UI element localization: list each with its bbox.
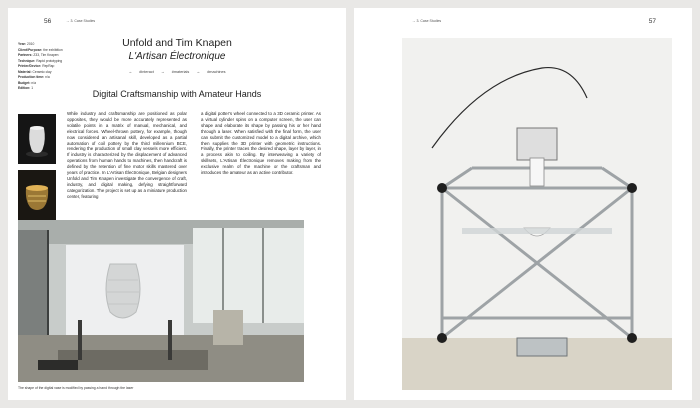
meta-row: Client/Purpose: the exhibition <box>18 47 63 52</box>
page-number: 56 <box>44 18 52 25</box>
printer-photo <box>402 38 672 390</box>
section-label: → 3. Case Studies <box>66 19 96 23</box>
project-title: Unfold and Tim Knapen <box>122 37 232 49</box>
article-heading: Digital Craftsmanship with Amateur Hands <box>92 89 262 99</box>
tag-list <box>8 70 346 74</box>
meta-row: Printer/Device: RepRap <box>18 64 55 68</box>
project-meta <box>18 42 128 92</box>
right-page <box>354 8 692 400</box>
meta-row: Partners: Z33, Tim Knapen <box>18 53 59 57</box>
tag-interact[interactable]: → #interact <box>128 70 154 74</box>
meta-row: Year: 2010 <box>18 42 35 46</box>
vase-thumbnail <box>18 114 56 164</box>
meta-row: Technique: Rapid prototyping <box>18 58 63 63</box>
section-label: → 3. Case Studies <box>412 19 442 23</box>
left-page <box>8 8 346 400</box>
vase-laser-thumbnail <box>18 170 56 220</box>
meta-row: Edition: 1 <box>18 86 34 90</box>
project-subtitle: L'Artisan Électronique <box>128 51 226 62</box>
meta-row: Production time: n/a <box>18 75 50 79</box>
meta-row: Material: Ceramic clay <box>18 69 52 74</box>
page-number: 57 <box>648 18 656 25</box>
body-text-column-1: While industry and craftsmanship are positioned as polar opposites, they would be more accurately represented as volatile points in a matrix of manual, mechanical, and electrical forces. Wheel-thrown pottery, for example, though now considered an artisanal skill, developed as a partial automation of coil pottery by the third millennium BCE, rendering the production of small clay vessels more efficient. If industry is characterized by the displacement of advanced operations from human hands to machines, then handcraft is defined by the retention of fine motor skills mastered over years of practice. In L'Artisan Électronique, Belgian designers Unfold and Tim Knapen investigate the convergence of craft, industry, and digital making, defying straightforward categorization. The project is set up as a miniature production center, featuring <box>67 111 187 199</box>
studio-photo <box>18 220 304 382</box>
tag-machines[interactable]: → #machines <box>196 70 226 74</box>
tag-materials[interactable]: → #materials <box>160 70 190 74</box>
meta-row: Budget: n/a <box>18 80 36 85</box>
photo-caption: The shape of the digital vase is modified by passing a hand through the laser <box>18 386 134 390</box>
body-text-column-2: a digital potter's wheel connected to a 3D ceramic printer. As a virtual cylinder spins on a computer screen, the user can shape and elaborate its shape by passing his or her hand through a laser. When satisfied with the final form, the user can submit the customized model to a digital archive, which then supplies the 3D printer with geometric instructions. Finally, the printer traces the desired shape, layer by layer, in a process akin to coiling. By interweaving a variety of skillsets, L'Artisan Électronique removes making from the exclusive realm of the machine or the craftsman and introduces the amateur as an active contributor. <box>201 111 321 176</box>
